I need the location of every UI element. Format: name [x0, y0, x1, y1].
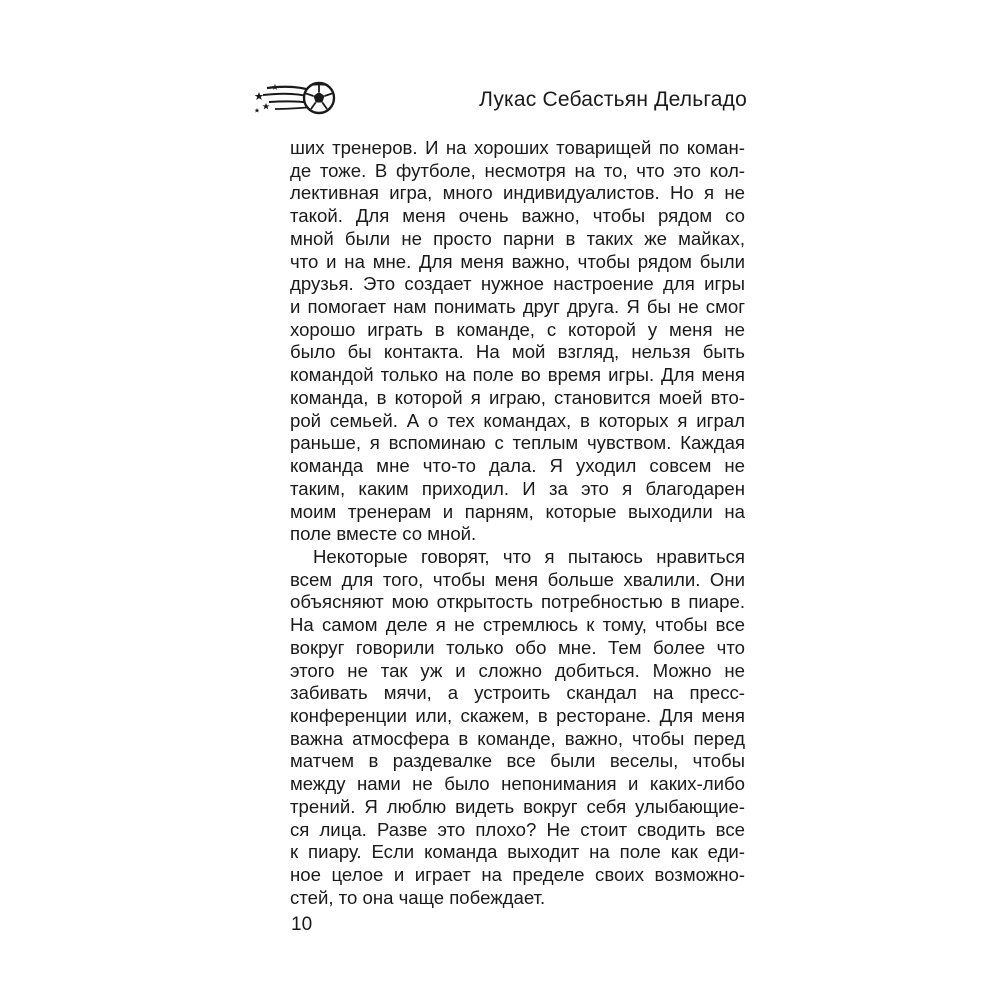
text-line: между нами не было непонимания и каких-либо [290, 773, 745, 795]
text-line: команда, в которой я играю, становится моей вто- [290, 386, 745, 408]
text-line: лективная игра, много индивидуалистов. Но я не [290, 182, 745, 204]
text-line: хорошо играть в команде, с которой у меня не [290, 318, 745, 340]
text-line: трений. Я люблю видеть вокруг себя улыбающие- [290, 795, 745, 817]
text-line: забивать мячи, а устроить скандал на пресс- [290, 682, 745, 704]
text-line: всем для того, чтобы меня больше хвалили. Они [290, 568, 745, 590]
text-line: Некоторые говорят, что я пытаюсь нравиться [313, 545, 745, 567]
paragraph [290, 137, 745, 546]
text-line: было бы контакта. На мой взгляд, нельзя быть [290, 341, 745, 363]
text-line: рой семьей. А о тех командах, в которых я играл [290, 409, 745, 431]
text-line: и помогает нам понимать друг друга. Я бы не смог [290, 296, 745, 318]
text-line: что и на мне. Для меня важно, чтобы рядом были [290, 250, 745, 272]
text-line: де тоже. В футболе, несмотря на то, что это кол- [290, 159, 745, 181]
text-line: к пиару. Если команда выходит на поле как еди- [290, 841, 745, 863]
body-text [290, 137, 745, 909]
running-head: Лукас Себастьян Дельгадо [479, 88, 747, 111]
text-line: матчем в раздевалке все были веселы, чтобы [290, 750, 745, 772]
page-number: 10 [291, 914, 313, 935]
text-line: раньше, я вспоминаю с теплым чувством. Каждая [290, 432, 745, 454]
text-line: На самом деле я не стремлюсь к тому, чтобы все [290, 614, 745, 636]
text-line: конференции или, скажем, в ресторане. Для меня [290, 704, 745, 726]
text-line: таким, каким приходил. И за это я благодарен [290, 477, 745, 499]
paragraph [290, 546, 745, 910]
text-line: ших тренеров. И на хороших товарищей по коман- [290, 137, 745, 158]
text-line: такой. Для меня очень важно, чтобы рядом со [290, 205, 745, 227]
text-line: стей, то она чаще побеждает. [290, 886, 546, 908]
text-line: друзья. Это создает нужное настроение для игры [290, 273, 745, 295]
text-line: мной были не просто парни в таких же майках, [290, 227, 745, 249]
text-line: вокруг говорили только обо мне. Тем более что [290, 636, 745, 658]
text-line: командой только на поле во время игры. Для меня [290, 364, 745, 386]
text-line: этого не так уж и сложно добиться. Можно не [290, 659, 745, 681]
text-line: моим тренерам и парням, которые выходили на [290, 500, 745, 522]
text-line: важна атмосфера в команде, важно, чтобы перед [290, 727, 745, 749]
soccer-ball-with-stars-icon [253, 78, 337, 118]
text-line: поле вместе со мной. [290, 523, 477, 545]
text-line: объясняют мою открытость потребностью в пиаре. [290, 591, 745, 613]
text-line: ся лица. Разве это плохо? Не стоит сводить все [290, 818, 745, 840]
text-line: команда мне что-то дала. Я уходил совсем не [290, 455, 745, 477]
text-line: ное целое и играет на пределе своих возможно- [290, 864, 745, 885]
